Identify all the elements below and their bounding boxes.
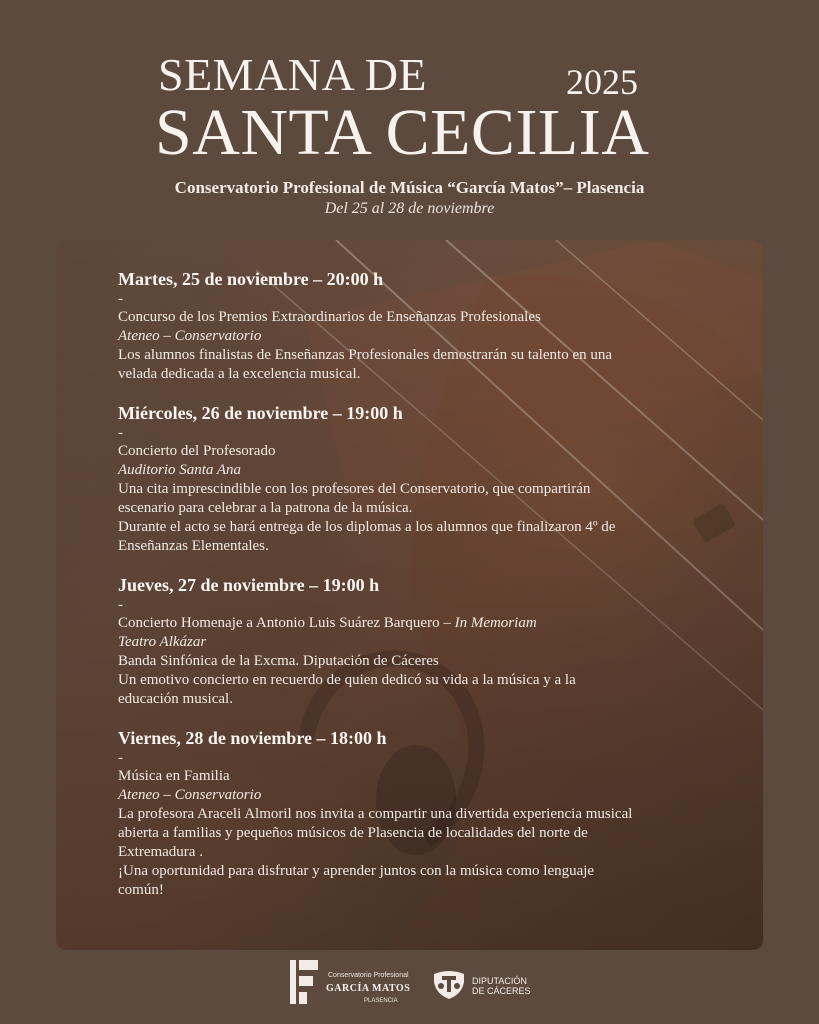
event-name-italic: In Memoriam [454, 615, 537, 631]
event-martes [118, 268, 718, 384]
event-description-line: Banda Sinfónica de la Excma. Diputación de Cáceres [118, 653, 439, 669]
event-name: Concierto del Profesorado [118, 443, 276, 459]
event-description-line: abierta a familias y pequeños músicos de Plasencia de localidades del norte de [118, 825, 588, 841]
event-heading: Martes, 25 de noviembre – 20:00 h [118, 269, 384, 289]
conservatorio-logo [290, 958, 420, 1008]
event-description-line: escenario para celebrar a la patrona de la música. [118, 500, 413, 516]
event-description-line: educación musical. [118, 691, 233, 707]
separator-dash: - [118, 750, 123, 766]
event-viernes [118, 727, 718, 900]
diputacion-name [472, 976, 531, 996]
event-description-line: Durante el acto se hará entrega de los diplomas a los alumnos que finalizaron 4º de [118, 519, 616, 535]
title-line-1: SEMANA DE [158, 49, 428, 100]
event-name-text: Concierto Homenaje a Antonio Luis Suárez Barquero – [118, 615, 455, 631]
separator-dash: - [118, 597, 123, 613]
event-description-line: Enseñanzas Elementales. [118, 538, 269, 554]
event-venue: Auditorio Santa Ana [118, 462, 242, 478]
event-name: Música en Familia [118, 768, 230, 784]
conservatorio-name: GARCÍA MATOS [326, 983, 411, 994]
event-name: Concurso de los Premios Extraordinarios de Enseñanzas Profesionales [118, 309, 541, 325]
event-venue: Teatro Alkázar [118, 634, 207, 650]
diputacion-logo [432, 966, 542, 1006]
event-description-line: Un emotivo concierto en recuerdo de quien dedicó su vida a la música y a la [118, 672, 576, 688]
event-name [118, 614, 718, 633]
conservatorio-small-label: Conservatorio Profesional [328, 972, 409, 979]
event-dates: Del 25 al 28 de noviembre [324, 200, 495, 217]
diputacion-crest-icon [432, 968, 466, 1000]
separator-dash: - [118, 425, 123, 441]
event-miercoles [118, 402, 718, 556]
event-description-line: Una cita imprescindible con los profesores del Conservatorio, que compartirán [118, 481, 591, 497]
header [0, 0, 819, 240]
separator-dash: - [118, 291, 123, 307]
event-jueves [118, 574, 718, 709]
event-description-line: ¡Una oportunidad para disfrutar y aprender juntos con la música como lenguaje [118, 863, 595, 879]
event-description-line: común! [118, 882, 164, 898]
title-year: 2025 [566, 62, 638, 102]
event-venue: Ateneo – Conservatorio [118, 328, 262, 344]
diputacion-line-1: DIPUTACIÓN [472, 976, 527, 986]
title-line-2: SANTA CECILIA [155, 96, 650, 169]
footer-logos [0, 950, 819, 1024]
conservatorio-mark-icon [290, 960, 318, 1004]
event-heading: Viernes, 28 de noviembre – 18:00 h [118, 728, 387, 748]
conservatorio-city: PLASENCIA [364, 998, 398, 1004]
diputacion-line-2: DE CÁCERES [472, 986, 531, 996]
event-description-line: velada dedicada a la excelencia musical. [118, 366, 361, 382]
subtitle: Conservatorio Profesional de Música “García Matos”– Plasencia [174, 178, 645, 197]
events-list [118, 268, 718, 918]
event-heading: Jueves, 27 de noviembre – 19:00 h [118, 575, 380, 595]
event-heading: Miércoles, 26 de noviembre – 19:00 h [118, 403, 403, 423]
event-description-line: Extremadura . [118, 844, 203, 860]
event-description-line: Los alumnos finalistas de Enseñanzas Profesionales demostrarán su talento en una [118, 347, 613, 363]
event-description-line: La profesora Araceli Almoril nos invita a compartir una divertida experiencia musical [118, 806, 633, 822]
event-venue: Ateneo – Conservatorio [118, 787, 262, 803]
